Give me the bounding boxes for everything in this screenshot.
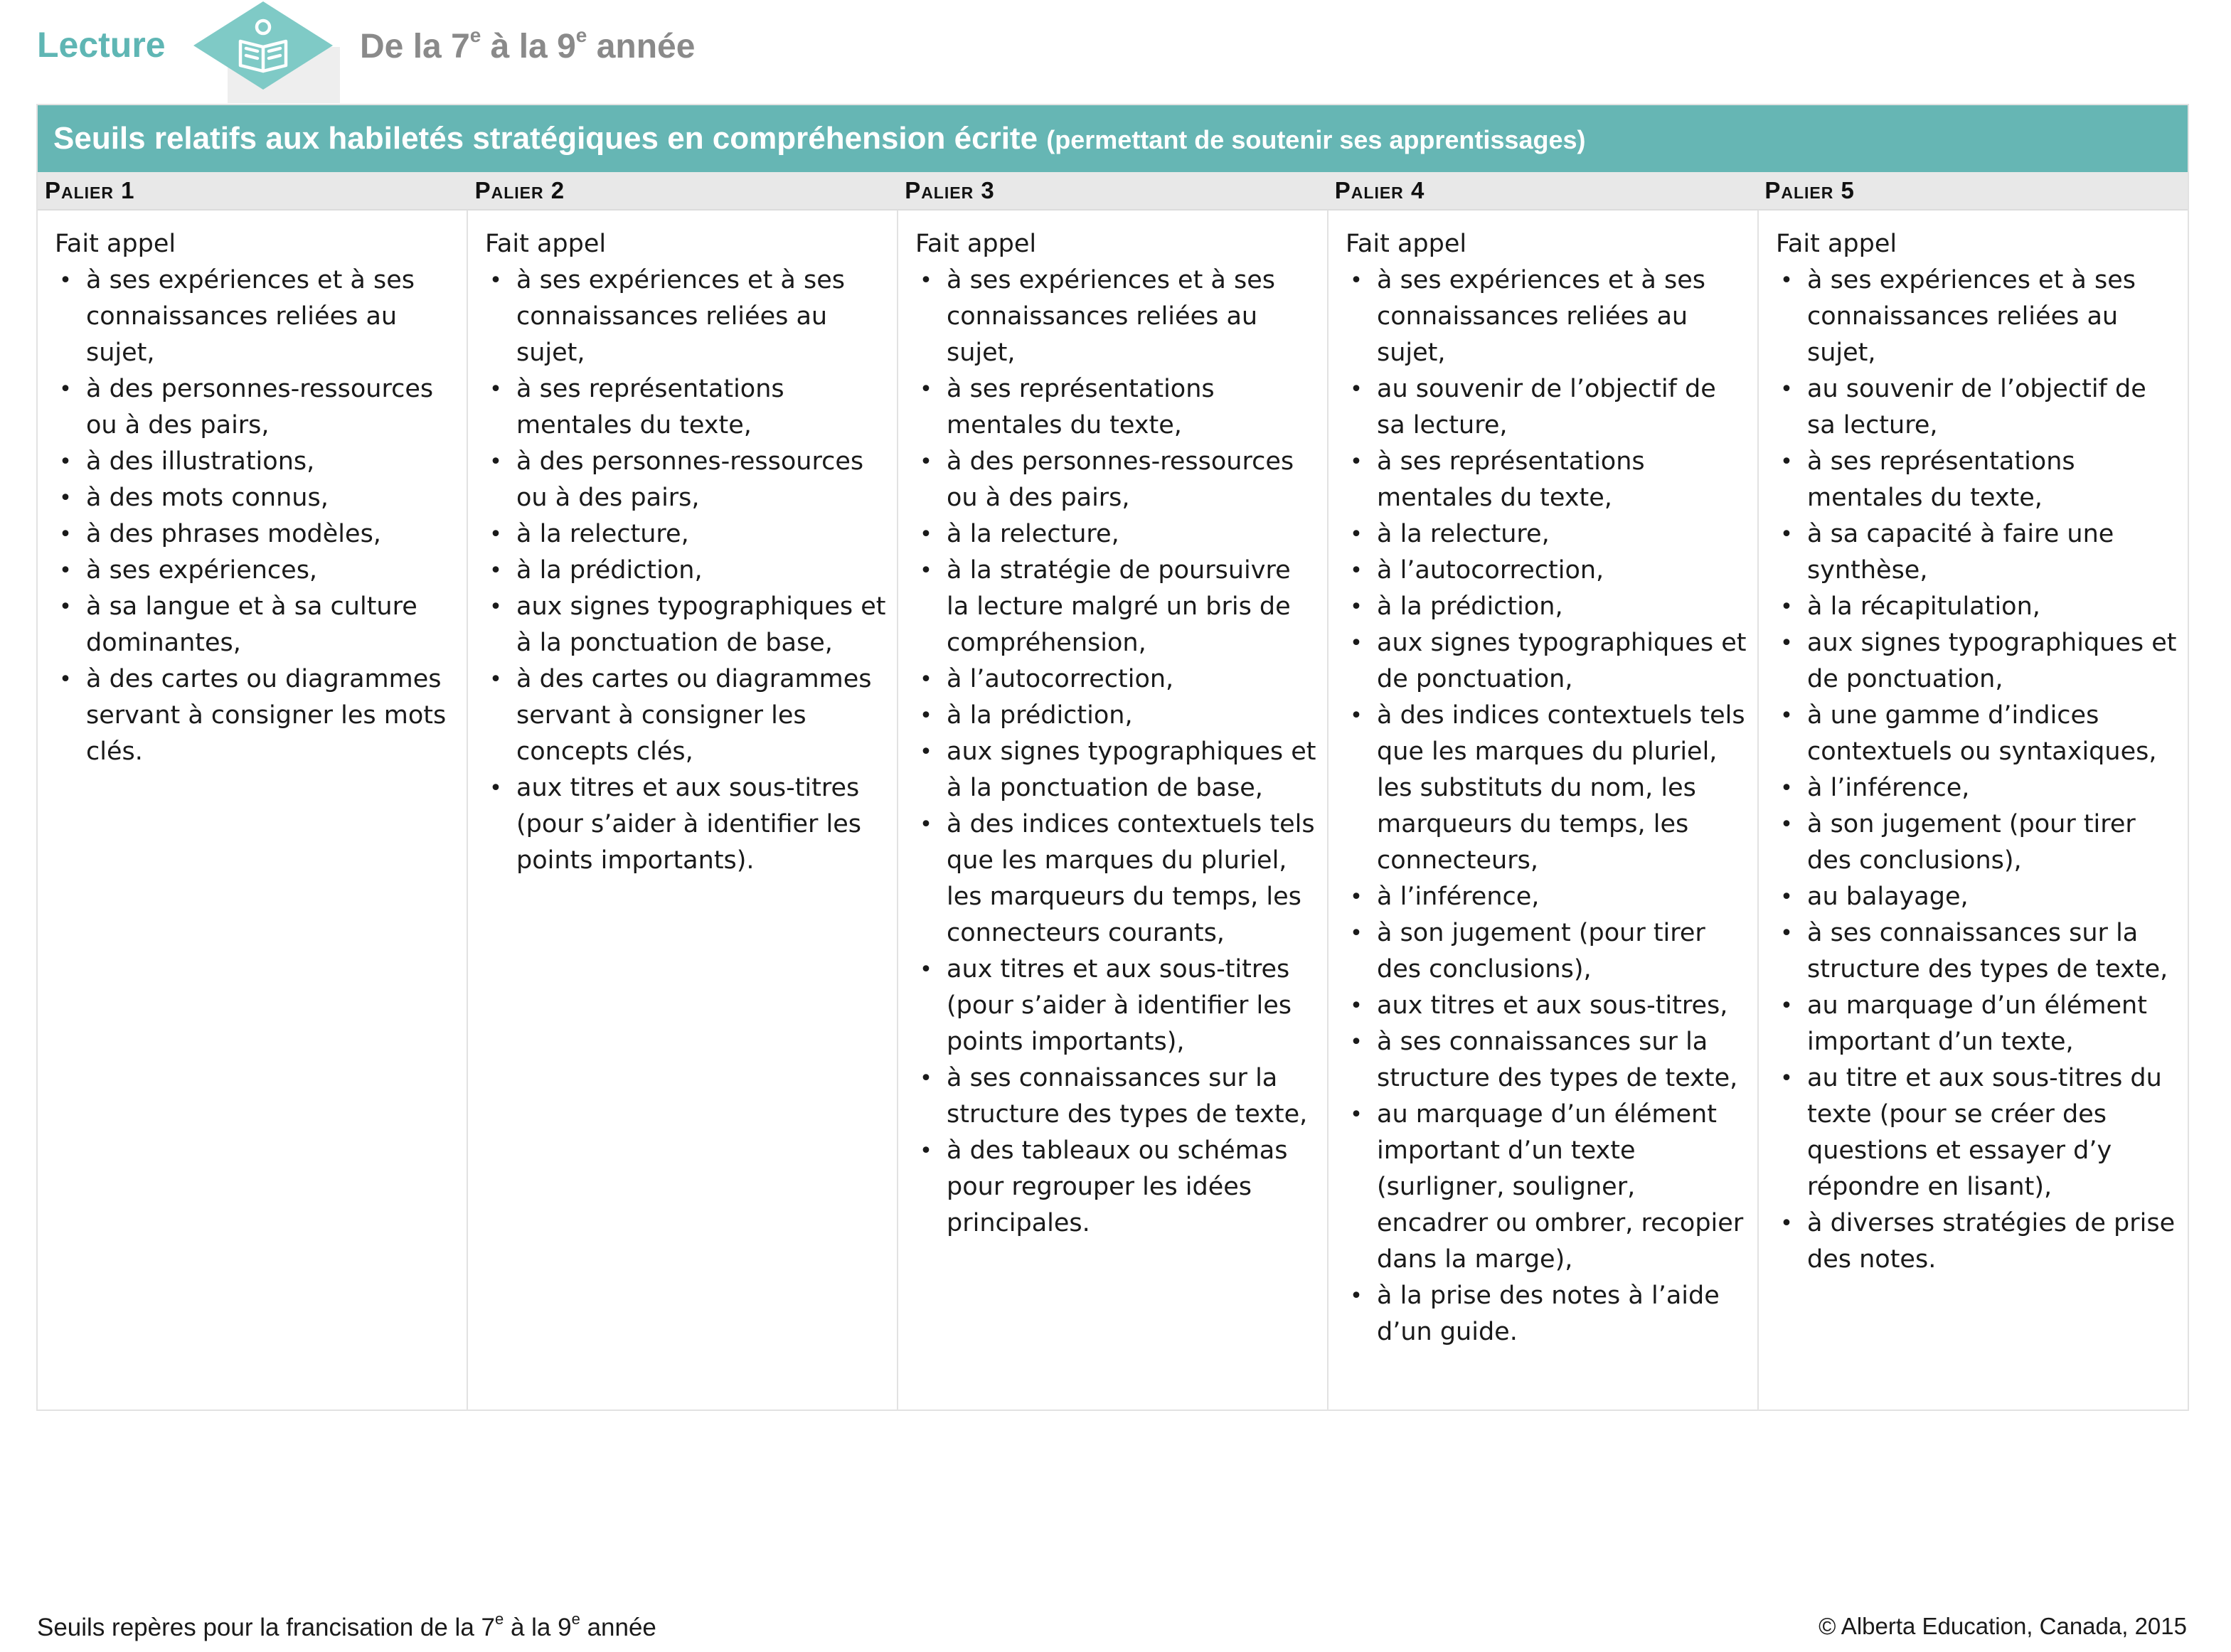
list-item: • à ses connaissances sur la structure des types de texte, <box>1807 915 2178 988</box>
list-item: • au marquage d’un élément important d’un texte, <box>1807 988 2178 1060</box>
list-item: • aux titres et aux sous-titres, <box>1377 988 1747 1024</box>
list-item: • à l’autocorrection, <box>1377 553 1747 589</box>
list-item: • à sa capacité à faire une synthèse, <box>1807 516 2178 589</box>
list-item: • à ses représentations mentales du texte, <box>947 371 1317 444</box>
list-item: • à des indices contextuels tels que les marques du pluriel, les substituts du nom, les marqueurs du temps, les connecteurs, <box>1377 698 1747 879</box>
list-item: • à sa langue et à sa culture dominantes, <box>86 589 457 661</box>
reading-book-icon <box>186 0 340 103</box>
list-item: • au titre et aux sous-titres du texte (pour se créer des questions et essayer d’y répondre en lisant), <box>1807 1060 2178 1205</box>
list-item: • au marquage d’un élément important d’un texte (surligner, souligner, encadrer ou ombrer, recopier dans la marge), <box>1377 1097 1747 1278</box>
list-item: • à diverses stratégies de prise des notes. <box>1807 1205 2178 1278</box>
list-item: • à la prise des notes à l’aide d’un guide. <box>1377 1278 1747 1350</box>
list-item: • aux signes typographiques et à la ponctuation de base, <box>947 734 1317 806</box>
footer-copyright: © Alberta Education, Canada, 2015 <box>1819 1613 2187 1639</box>
column-palier-1 <box>38 211 467 1411</box>
thresholds-table <box>36 104 2189 1411</box>
table-title-text: Seuils relatifs aux habiletés stratégiques en compréhension écrite <box>53 121 1038 156</box>
column-palier-3 <box>897 211 1327 1411</box>
list-item: • à ses connaissances sur la structure des types de texte, <box>1377 1024 1747 1097</box>
list-item: • à des cartes ou diagrammes servant à consigner les concepts clés, <box>516 661 887 770</box>
list-item: • à ses expériences et à ses connaissances reliées au sujet, <box>86 262 457 371</box>
list-item: • aux signes typographiques et à la ponctuation de base, <box>516 589 887 661</box>
strategy-list <box>1776 262 2178 1278</box>
column-palier-5 <box>1757 211 2188 1411</box>
list-item: • à ses expériences et à ses connaissances reliées au sujet, <box>1377 262 1747 371</box>
column-intro: Fait appel <box>1346 230 1467 258</box>
list-item: • à son jugement (pour tirer des conclusions), <box>1377 915 1747 988</box>
list-item: • à ses expériences et à ses connaissances reliées au sujet, <box>947 262 1317 371</box>
list-item: • à l’autocorrection, <box>947 661 1317 698</box>
column-intro: Fait appel <box>55 230 176 258</box>
column-header-palier-1: Palier 1 <box>45 177 135 203</box>
column-intro: Fait appel <box>915 230 1037 258</box>
list-item: • à l’inférence, <box>1377 879 1747 915</box>
list-item: • aux signes typographiques et de ponctuation, <box>1807 625 2178 698</box>
list-item: • à des mots connus, <box>86 480 457 516</box>
list-item: • à des personnes-ressources ou à des pairs, <box>86 371 457 444</box>
list-item: • à la prédiction, <box>1377 589 1747 625</box>
table-body <box>38 211 2188 1411</box>
list-item: • à des personnes-ressources ou à des pairs, <box>947 444 1317 516</box>
list-item: • à ses expériences et à ses connaissances reliées au sujet, <box>516 262 887 371</box>
column-intro: Fait appel <box>1776 230 1897 258</box>
strategy-list <box>485 262 887 879</box>
column-header-palier-3: Palier 3 <box>905 177 995 203</box>
strategy-list <box>1346 262 1747 1350</box>
list-item: • à des phrases modèles, <box>86 516 457 553</box>
list-item: • aux titres et aux sous-titres (pour s’aider à identifier les points importants). <box>516 770 887 879</box>
list-item: • à des illustrations, <box>86 444 457 480</box>
list-item: • à ses expériences et à ses connaissances reliées au sujet, <box>1807 262 2178 371</box>
list-item: • à son jugement (pour tirer des conclusions), <box>1807 806 2178 879</box>
list-item: • à des personnes-ressources ou à des pairs, <box>516 444 887 516</box>
column-palier-4 <box>1327 211 1757 1411</box>
list-item: • à ses représentations mentales du texte, <box>516 371 887 444</box>
column-header-row <box>38 172 2188 211</box>
list-item: • au balayage, <box>1807 879 2178 915</box>
list-item: • à la relecture, <box>1377 516 1747 553</box>
page-header <box>0 0 2231 103</box>
list-item: • à la relecture, <box>516 516 887 553</box>
grade-range-title: De la 7e à la 9e année <box>360 24 696 65</box>
list-item: • à des cartes ou diagrammes servant à consigner les mots clés. <box>86 661 457 770</box>
list-item: • aux titres et aux sous-titres (pour s’aider à identifier les points importants), <box>947 952 1317 1060</box>
section-label: Lecture <box>37 25 166 65</box>
list-item: • à l’inférence, <box>1807 770 2178 806</box>
column-header-palier-4: Palier 4 <box>1334 177 1425 203</box>
list-item: • à ses connaissances sur la structure des types de texte, <box>947 1060 1317 1133</box>
strategy-list <box>55 262 457 770</box>
table-title <box>38 105 2188 172</box>
list-item: • aux signes typographiques et de ponctuation, <box>1377 625 1747 698</box>
list-item: • à la récapitulation, <box>1807 589 2178 625</box>
list-item: • au souvenir de l’objectif de sa lecture, <box>1377 371 1747 444</box>
list-item: • à ses expériences, <box>86 553 457 589</box>
column-palier-2 <box>467 211 897 1411</box>
column-header-palier-2: Palier 2 <box>474 177 565 203</box>
list-item: • à la relecture, <box>947 516 1317 553</box>
list-item: • à la stratégie de poursuivre la lecture malgré un bris de compréhension, <box>947 553 1317 661</box>
table-subtitle: (permettant de soutenir ses apprentissages) <box>1046 125 1586 154</box>
column-header-palier-5: Palier 5 <box>1764 177 1855 203</box>
list-item: • à des indices contextuels tels que les marques du pluriel, les marqueurs du temps, les connecteurs courants, <box>947 806 1317 952</box>
list-item: • à des tableaux ou schémas pour regrouper les idées principales. <box>947 1133 1317 1242</box>
list-item: • à ses représentations mentales du texte, <box>1377 444 1747 516</box>
list-item: • à la prédiction, <box>947 698 1317 734</box>
strategy-list <box>915 262 1317 1242</box>
list-item: • à une gamme d’indices contextuels ou syntaxiques, <box>1807 698 2178 770</box>
column-intro: Fait appel <box>485 230 607 258</box>
list-item: • au souvenir de l’objectif de sa lecture, <box>1807 371 2178 444</box>
list-item: • à ses représentations mentales du texte, <box>1807 444 2178 516</box>
list-item: • à la prédiction, <box>516 553 887 589</box>
footer-document-title: Seuils repères pour la francisation de la 7e à la 9e année <box>37 1610 656 1641</box>
